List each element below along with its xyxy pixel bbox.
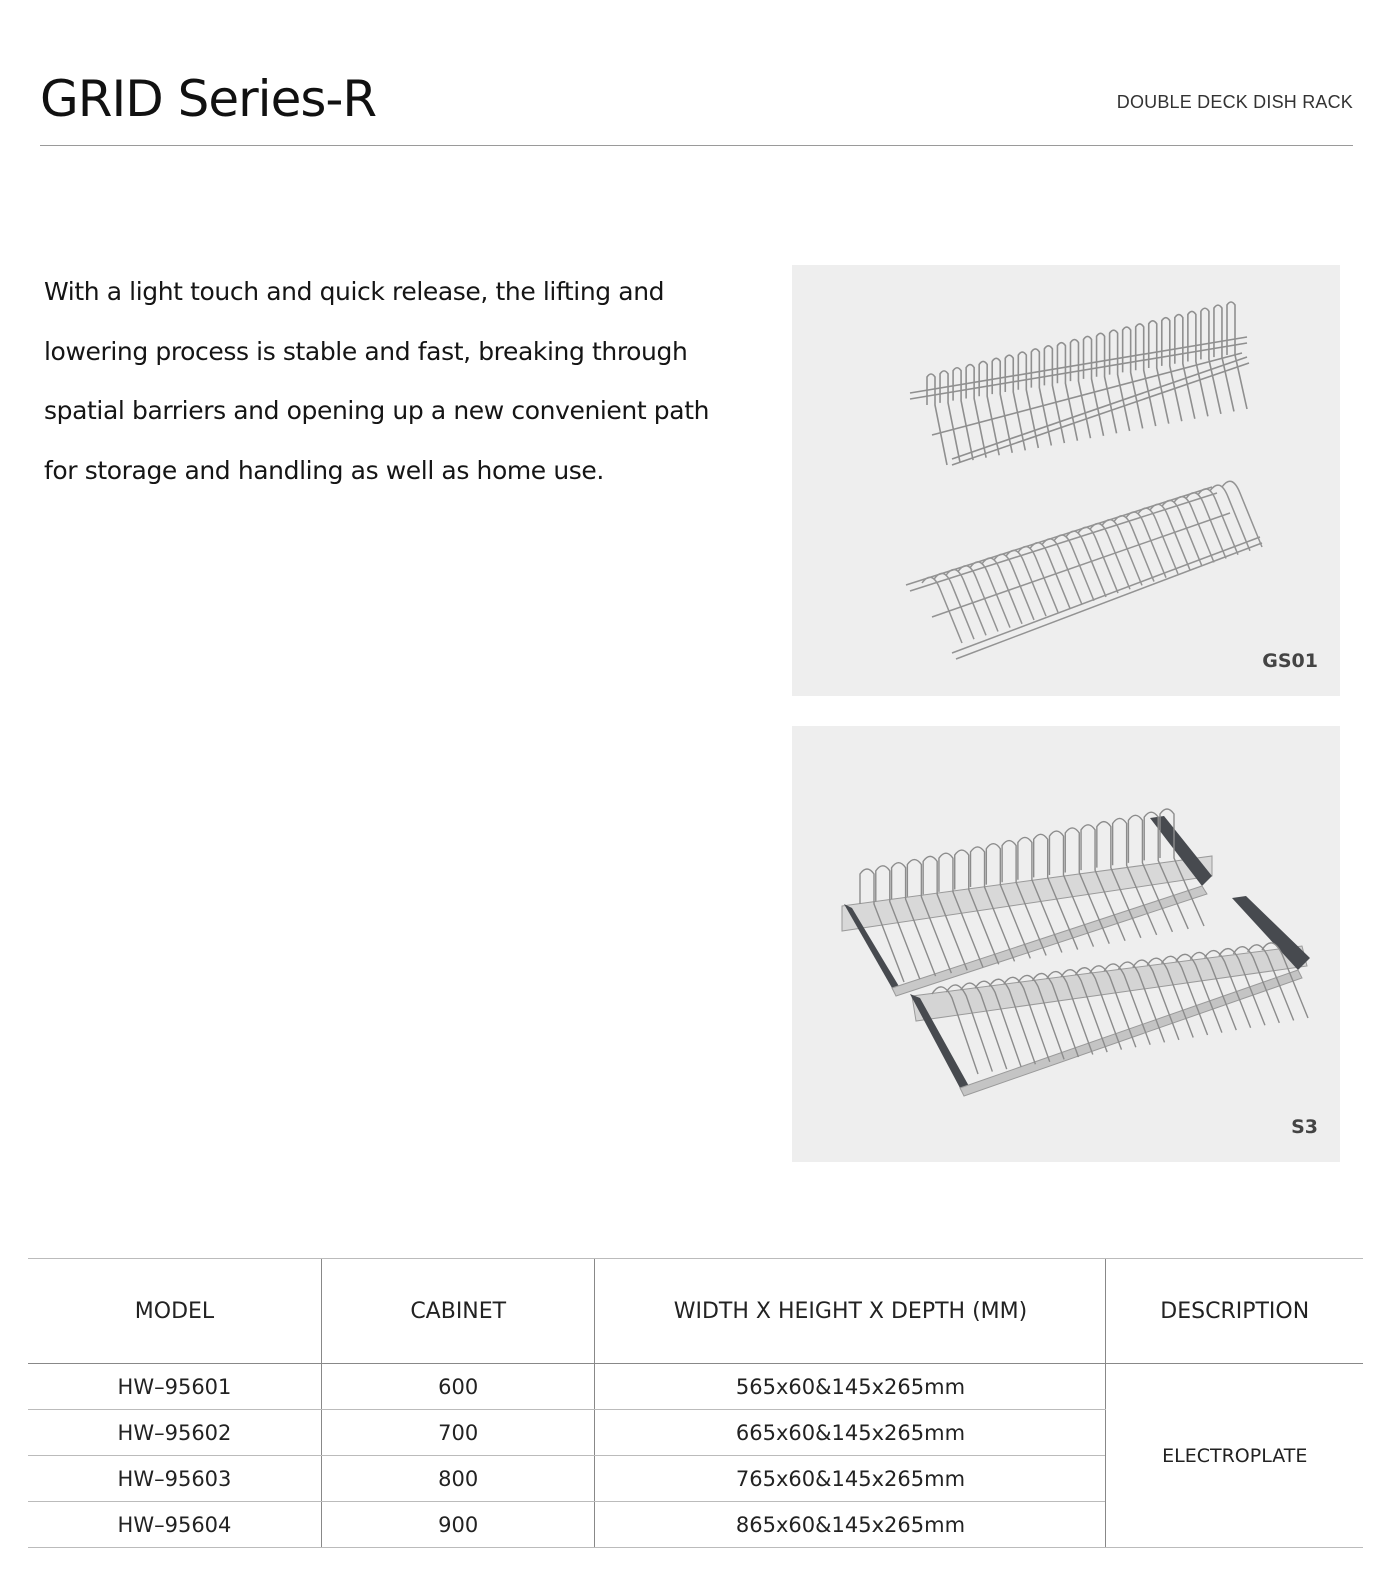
photo-label-gs01: GS01 xyxy=(1262,650,1318,672)
lower-rack xyxy=(906,481,1262,659)
header-dimensions: WIDTH X HEIGHT X DEPTH (MM) xyxy=(595,1259,1106,1364)
dish-rack-illustration-gs01 xyxy=(792,265,1340,696)
cell-cabinet: 800 xyxy=(321,1456,595,1502)
page-title: GRID Series-R xyxy=(40,70,377,128)
photo-label-s3: S3 xyxy=(1291,1116,1318,1138)
cell-model: HW–95602 xyxy=(28,1410,321,1456)
cell-dimensions: 565x60&145x265mm xyxy=(595,1364,1106,1410)
cell-cabinet: 600 xyxy=(321,1364,595,1410)
cell-cabinet: 900 xyxy=(321,1502,595,1548)
table-row xyxy=(28,1364,1363,1410)
product-photo-gs01 xyxy=(792,265,1340,696)
product-description: With a light touch and quick release, the lifting and lowering process is stable and fast, breaking through spatial barriers and opening up a new convenient path for storage and handling as well as home use. xyxy=(44,277,710,485)
page-subtitle: DOUBLE DECK DISH RACK xyxy=(1116,92,1353,112)
cell-dimensions: 665x60&145x265mm xyxy=(595,1410,1106,1456)
spec-table xyxy=(28,1258,1363,1548)
cell-description: ELECTROPLATE xyxy=(1106,1364,1363,1548)
header-model: MODEL xyxy=(28,1259,321,1364)
header-divider xyxy=(40,145,1353,146)
header-description: DESCRIPTION xyxy=(1106,1259,1363,1364)
upper-rack xyxy=(910,302,1249,465)
cell-model: HW–95603 xyxy=(28,1456,321,1502)
cell-dimensions: 765x60&145x265mm xyxy=(595,1456,1106,1502)
cell-cabinet: 700 xyxy=(321,1410,595,1456)
product-photo-s3 xyxy=(792,726,1340,1162)
table-header-row xyxy=(28,1259,1363,1364)
cell-dimensions: 865x60&145x265mm xyxy=(595,1502,1106,1548)
dish-rack-illustration-s3 xyxy=(792,726,1340,1162)
header-cabinet: CABINET xyxy=(321,1259,595,1364)
cell-model: HW–95604 xyxy=(28,1502,321,1548)
cell-model: HW–95601 xyxy=(28,1364,321,1410)
